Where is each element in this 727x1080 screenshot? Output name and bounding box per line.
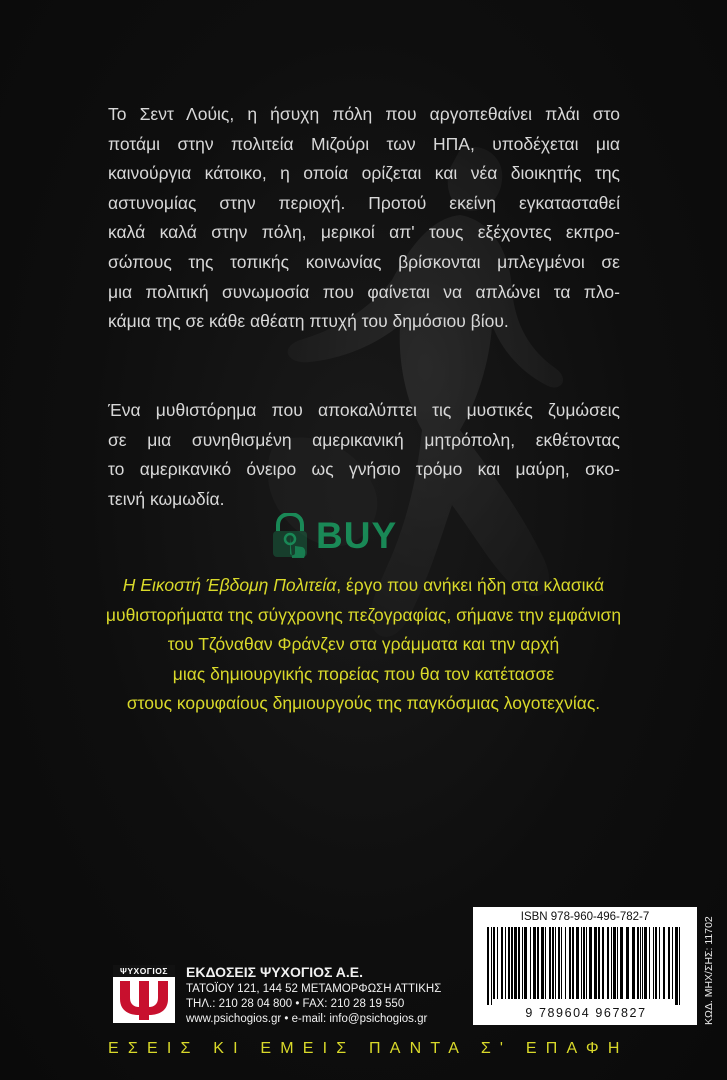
barcode-stripe bbox=[607, 927, 609, 999]
barcode-stripe bbox=[511, 927, 513, 999]
logo-wordmark: ΨΥΧΟΓΙΟΣ bbox=[113, 965, 175, 977]
description-line: σε μια συνηθισμένη αμερικανική μητρόπολη, εκθέτοντας bbox=[108, 429, 620, 450]
description-line: Ένα μυθιστόρημα που αποκαλύπτει τις μυστικές ζυμώσεις bbox=[108, 400, 620, 420]
barcode-stripe bbox=[626, 927, 629, 999]
publisher-name: ΕΚΔΟΣΕΙΣ ΨΥΧΟΓΙΟΣ Α.Ε. bbox=[186, 964, 364, 980]
barcode-stripe bbox=[522, 927, 523, 999]
barcode-stripe bbox=[552, 927, 554, 999]
description-line: καλά καλά στην πόλη, μερικοί απ' τους εξέχοντες εκπρο- bbox=[108, 222, 620, 243]
description-line: σώπους της τοπικής κοινωνίας βρίσκονται μπλεγμένοι σε bbox=[108, 251, 620, 272]
barcode-stripe bbox=[642, 927, 643, 999]
publisher-address: ΤΑΤΟΪΟΥ 121, 144 52 ΜΕΤΑΜΟΡΦΩΣΗ ΑΤΤΙΚΗΣ bbox=[186, 983, 442, 995]
touch-lock-icon bbox=[270, 513, 310, 559]
buy-watermark-text: BUY bbox=[316, 515, 398, 556]
barcode-stripe bbox=[518, 927, 520, 999]
quote-line-rest: , έργο που ανήκει ήδη στα κλασικά bbox=[336, 575, 605, 595]
barcode-stripe bbox=[514, 927, 517, 999]
barcode-stripe bbox=[675, 927, 678, 1005]
barcode-stripe bbox=[598, 927, 600, 999]
publisher-phone: ΤΗΛ.: 210 28 04 800 • FAX: 210 28 19 550 bbox=[186, 998, 405, 1010]
barcode-stripe bbox=[493, 927, 495, 999]
buy-watermark[interactable] bbox=[270, 512, 397, 560]
isbn-text: ISBN 978-960-496-782-7 bbox=[520, 911, 650, 923]
barcode-stripe bbox=[583, 927, 585, 999]
barcode-stripe bbox=[581, 927, 582, 999]
barcode-stripe bbox=[558, 927, 560, 999]
barcode-stripe bbox=[497, 927, 498, 999]
book-title: Η Εικοστή Έβδομη Πολιτεία bbox=[122, 575, 337, 595]
quote-line: του Τζόναθαν Φράνζεν στα γράμματα και την αρχή bbox=[167, 634, 560, 655]
barcode-stripe bbox=[611, 927, 612, 999]
barcode-stripe bbox=[613, 927, 616, 999]
barcode-stripe bbox=[537, 927, 539, 999]
barcode-stripe bbox=[589, 927, 592, 999]
barcode-stripe bbox=[549, 927, 551, 999]
description-line: το αμερικανικό όνειρο ως γνήσιο τρόμο και μαύρη, σκο- bbox=[108, 459, 620, 480]
description-line: κάμια της σε κάθε αθέατη πτυχή του δημόσιου βίου. bbox=[108, 311, 509, 332]
barcode-stripe bbox=[576, 927, 579, 999]
quote-line bbox=[60, 571, 667, 601]
barcode-stripe bbox=[637, 927, 639, 999]
barcode-bars bbox=[485, 927, 683, 1005]
barcode-stripe bbox=[505, 927, 506, 999]
description-line: τεινή κωμωδία. bbox=[108, 488, 225, 509]
barcode-stripe bbox=[501, 927, 503, 999]
barcode-stripe bbox=[632, 927, 635, 999]
barcode-stripe bbox=[545, 927, 546, 999]
barcode-stripe bbox=[663, 927, 665, 999]
critic-quote bbox=[60, 571, 667, 719]
barcode-stripe bbox=[572, 927, 574, 999]
barcode-stripe bbox=[555, 927, 556, 999]
barcode-stripe bbox=[586, 927, 587, 999]
publisher-motto: ΕΣΕΙΣ ΚΙ ΕΜΕΙΣ ΠΑΝΤΑ Σ' ΕΠΑΦΗ bbox=[108, 1040, 629, 1057]
description-paragraph-2 bbox=[108, 396, 620, 514]
barcode-stripe bbox=[659, 927, 660, 999]
publisher-logo bbox=[113, 965, 175, 1023]
description-line: μια πολιτική συνωμοσία που φαίνεται να απλώνει τα πλο- bbox=[108, 281, 620, 302]
barcode-stripe bbox=[487, 927, 489, 1005]
barcode-stripe bbox=[653, 927, 654, 999]
barcode-stripe bbox=[491, 927, 492, 1005]
description-paragraph-1 bbox=[108, 100, 620, 337]
barcode-stripe bbox=[508, 927, 510, 999]
barcode-stripe bbox=[655, 927, 657, 999]
barcode-stripe bbox=[524, 927, 527, 999]
isbn-barcode bbox=[473, 907, 697, 1025]
barcode-stripe bbox=[541, 927, 544, 999]
psi-logo-icon bbox=[116, 978, 172, 1021]
description-line: Το Σεντ Λούις, η ήσυχη πόλη που αργοπεθαίνει πλάι στο bbox=[108, 104, 620, 124]
barcode-stripe bbox=[565, 927, 566, 999]
barcode-stripe bbox=[602, 927, 604, 999]
description-line: ποτάμι στην πολιτεία Μιζούρι των ΗΠΑ, υποδέχεται μια bbox=[108, 133, 620, 154]
barcode-stripe bbox=[672, 927, 673, 999]
barcode-stripe bbox=[679, 927, 680, 1005]
barcode-stripe bbox=[620, 927, 623, 999]
product-code: ΚΩΔ. ΜΗΧ/ΣΗΣ: 11702 bbox=[703, 916, 715, 1025]
barcode-stripe bbox=[533, 927, 536, 999]
description-line: καινούργια κάτοικο, η οποία ορίζεται και νέα διοικητής της bbox=[108, 163, 620, 184]
quote-line: μιας δημιουργικής πορείας που θα τον κατέτασσε bbox=[172, 663, 555, 684]
barcode-stripe bbox=[668, 927, 670, 999]
barcode-stripe bbox=[594, 927, 597, 999]
publisher-web[interactable]: www.psichogios.gr • e-mail: info@psichogios.gr bbox=[186, 1013, 428, 1025]
barcode-stripe bbox=[644, 927, 647, 999]
barcode-stripe bbox=[640, 927, 641, 999]
barcode-stripe bbox=[561, 927, 562, 999]
quote-line: στους κορυφαίους δημιουργούς της παγκόσμιας λογοτεχνίας. bbox=[126, 693, 601, 714]
barcode-stripe bbox=[617, 927, 618, 999]
barcode-digits: 9 789604 967827 bbox=[525, 1006, 647, 1020]
barcode-stripe bbox=[530, 927, 531, 999]
description-line: αστυνομίας στην περιοχή. Προτού εκείνη εγκατασταθεί bbox=[108, 192, 620, 213]
barcode-stripe bbox=[649, 927, 650, 999]
barcode-stripe bbox=[569, 927, 571, 999]
quote-line: μυθιστορήματα της σύγχρονης πεζογραφίας, σήμανε την εμφάνιση bbox=[105, 604, 622, 625]
